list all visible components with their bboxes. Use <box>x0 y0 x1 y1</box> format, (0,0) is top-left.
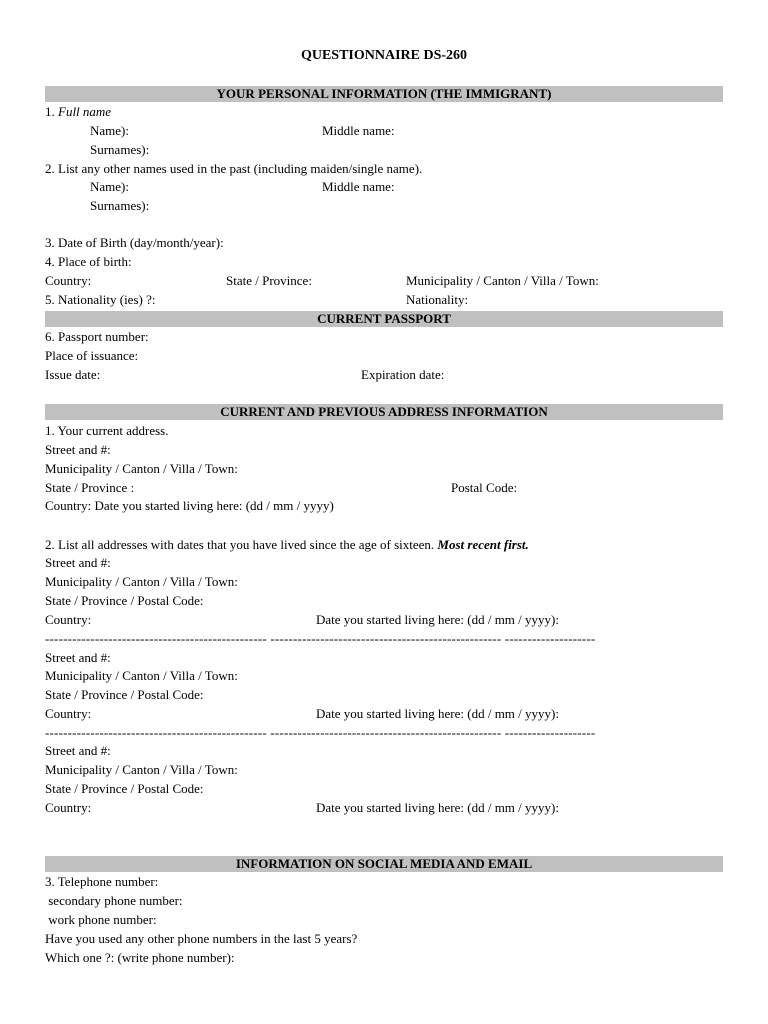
entry3-state-postal-label: State / Province / Postal Code: <box>45 781 204 796</box>
surnames-label: Surnames): <box>90 142 150 157</box>
entry2-municipality-label: Municipality / Canton / Villa / Town: <box>45 668 238 683</box>
most-recent-first-note: Most recent first. <box>437 537 529 552</box>
q5-nationality: 5. Nationality (ies) ?: <box>45 292 156 307</box>
current-state-label: State / Province : <box>45 480 135 495</box>
previous-addresses-question <box>45 537 529 553</box>
secondary-phone-label: secondary phone number: <box>45 893 183 908</box>
entry1-municipality-label: Municipality / Canton / Villa / Town: <box>45 574 238 589</box>
current-street-label: Street and #: <box>45 442 111 457</box>
entry1-state-postal-label: State / Province / Postal Code: <box>45 593 204 608</box>
entry-separator-2: ------------------------------------------------- --------------------------------------------------- -------------------- <box>45 726 596 740</box>
section-header-personal: YOUR PERSONAL INFORMATION (THE IMMIGRANT) <box>45 86 723 102</box>
q1-label: Full name <box>58 104 112 119</box>
entry3-street-label: Street and #: <box>45 743 111 758</box>
section-header-passport: CURRENT PASSPORT <box>45 311 723 327</box>
section-header-address: CURRENT AND PREVIOUS ADDRESS INFORMATION <box>45 404 723 420</box>
entry1-date-label: Date you started living here: (dd / mm / yyyy): <box>316 612 559 627</box>
q3-date-of-birth: 3. Date of Birth (day/month/year): <box>45 235 224 250</box>
q2-other-names: 2. List any other names used in the past (including maiden/single name). <box>45 161 423 176</box>
q3-telephone-number: 3. Telephone number: <box>45 874 159 889</box>
q6-passport-number: 6. Passport number: <box>45 329 149 344</box>
place-of-issuance-label: Place of issuance: <box>45 348 139 363</box>
expiration-date-label: Expiration date: <box>361 367 445 382</box>
entry2-date-label: Date you started living here: (dd / mm / yyyy): <box>316 706 559 721</box>
q1-number: 1. <box>45 104 58 119</box>
page-title: QUESTIONNAIRE DS-260 <box>300 48 468 63</box>
which-phone-number-label: Which one ?: (write phone number): <box>45 950 235 965</box>
section-header-social: INFORMATION ON SOCIAL MEDIA AND EMAIL <box>45 856 723 872</box>
current-postal-code-label: Postal Code: <box>451 480 518 495</box>
previous-addresses-text: 2. List all addresses with dates that you have lived since the age of sixteen. <box>45 537 438 552</box>
entry1-street-label: Street and #: <box>45 555 111 570</box>
entry-separator-1: ------------------------------------------------- --------------------------------------------------- -------------------- <box>45 632 596 646</box>
q1-full-name <box>45 104 111 120</box>
middle-name-label: Middle name: <box>322 123 395 138</box>
issue-date-label: Issue date: <box>45 367 101 382</box>
entry3-country-label: Country: <box>45 800 92 815</box>
birth-country-label: Country: <box>45 273 92 288</box>
current-country-date-label: Country: Date you started living here: (dd / mm / yyyy) <box>45 498 334 513</box>
entry3-municipality-label: Municipality / Canton / Villa / Town: <box>45 762 238 777</box>
surnames-label-2: Surnames): <box>90 198 150 213</box>
birth-municipality-label: Municipality / Canton / Villa / Town: <box>406 273 599 288</box>
entry2-country-label: Country: <box>45 706 92 721</box>
middle-name-label-2: Middle name: <box>322 179 395 194</box>
entry2-state-postal-label: State / Province / Postal Code: <box>45 687 204 702</box>
work-phone-label: work phone number: <box>45 912 157 927</box>
entry1-country-label: Country: <box>45 612 92 627</box>
nationality-label: Nationality: <box>406 292 469 307</box>
current-municipality-label: Municipality / Canton / Villa / Town: <box>45 461 238 476</box>
entry2-street-label: Street and #: <box>45 650 111 665</box>
current-address-question: 1. Your current address. <box>45 423 169 438</box>
q4-place-of-birth: 4. Place of birth: <box>45 254 132 269</box>
other-phone-numbers-question: Have you used any other phone numbers in the last 5 years? <box>45 931 358 946</box>
birth-state-label: State / Province: <box>226 273 312 288</box>
name-label: Name): <box>90 123 129 138</box>
entry3-date-label: Date you started living here: (dd / mm / yyyy): <box>316 800 559 815</box>
name-label-2: Name): <box>90 179 129 194</box>
